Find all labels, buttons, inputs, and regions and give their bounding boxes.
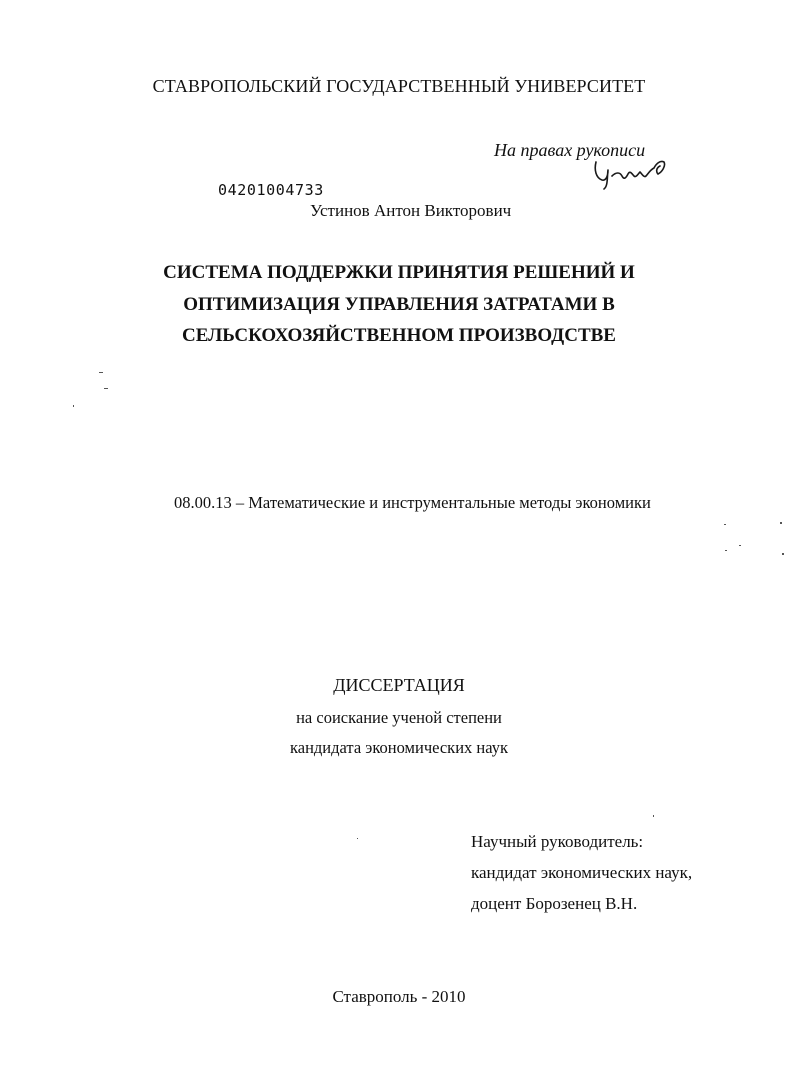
- thesis-title-line-2: ОПТИМИЗАЦИЯ УПРАВЛЕНИЯ ЗАТРАТАМИ В: [183, 294, 615, 315]
- city-and-year: Ставрополь - 2010: [332, 987, 466, 1006]
- manuscript-rights-note: На правах рукописи: [494, 140, 646, 160]
- scan-speck: [725, 550, 727, 551]
- scan-speck: [653, 815, 654, 817]
- scan-speck: [99, 372, 103, 373]
- scan-speck: [357, 838, 358, 839]
- supervisor-degree: кандидат экономических наук,: [471, 863, 693, 882]
- scan-speck: [104, 388, 108, 389]
- supervisor-label: Научный руководитель:: [471, 832, 644, 851]
- scan-speck: [724, 524, 726, 525]
- specialty-code: 08.00.13 – Математические и инструментальные методы экономики: [174, 493, 651, 512]
- degree-line-2: кандидата экономических наук: [289, 738, 508, 757]
- thesis-title-line-3: СЕЛЬСКОХОЗЯЙСТВЕННОМ ПРОИЗВОДСТВЕ: [182, 325, 616, 346]
- document-type: ДИССЕРТАЦИЯ: [333, 675, 465, 695]
- scan-speck: [780, 522, 782, 524]
- university-name: СТАВРОПОЛЬСКИЙ ГОСУДАРСТВЕННЫЙ УНИВЕРСИТЕТ: [152, 76, 646, 96]
- scan-speck: [739, 545, 741, 546]
- degree-line-1: на соискание ученой степени: [296, 708, 502, 727]
- scan-speck: [73, 405, 74, 407]
- thesis-title-line-1: СИСТЕМА ПОДДЕРЖКИ ПРИНЯТИЯ РЕШЕНИЙ И: [163, 262, 635, 283]
- supervisor-name: доцент Борозенец В.Н.: [471, 894, 638, 913]
- scan-speck: [782, 553, 784, 555]
- archive-number: 04201004733: [218, 181, 324, 199]
- author-name: Устинов Антон Викторович: [310, 201, 512, 220]
- author-signature: [590, 156, 670, 190]
